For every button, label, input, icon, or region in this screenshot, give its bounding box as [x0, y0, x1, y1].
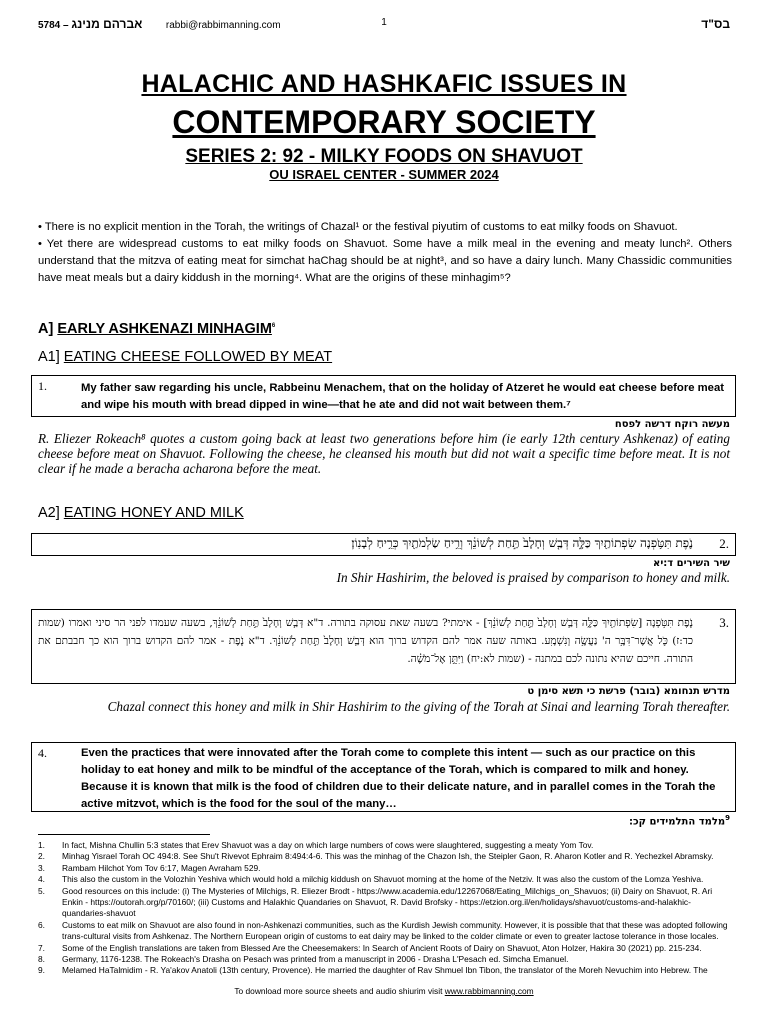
footnote-item [38, 920, 732, 943]
section-a-heading [38, 321, 275, 337]
commentary-3: Chazal connect this honey and milk in Shir Hashirim to the giving of the Torah at Sinai and learning Torah thereafter. [107, 699, 730, 714]
source-box-2 [31, 533, 736, 556]
source-number: 2. [719, 536, 729, 551]
source-number: 4. [38, 746, 47, 760]
source-citation: מעשה רוקח דרשה לפסח [614, 419, 730, 430]
footnote-text: Melamed HaTalmidim - R. Ya'akov Anatoli (13th century, Provence). He married the daughter of Rav Shmuel Ibn Tibon, the translator of the Moreh Nevuchim into Hebrew. The [62, 965, 708, 976]
footnote-text: In fact, Mishna Chullin 5:3 states that Erev Shavuot was a day on which large numbers of cows were slaughtered, suggesting a meaty Yom Tov. [62, 840, 594, 850]
title-line-1: HALACHIC AND HASHKAFIC ISSUES IN [141, 70, 627, 98]
citation-text: מלמד התלמידים קכ: [629, 816, 726, 828]
website-link[interactable]: www.rabbimanning.com [444, 986, 534, 996]
footer-note [0, 986, 768, 996]
source-citation: מדרש תנחומא (בובר) פרשת כי תשא סימן ט [527, 686, 730, 697]
footnote-text: This also the custom in the Volozhin Yeshiva which would hold a milchig kiddush on Shavuot morning at the home of the Netziv. It was also the custom of the Lomza Yeshiva. [62, 874, 704, 885]
header-email[interactable]: rabbi@rabbimanning.com [165, 20, 281, 31]
footnote-item [38, 863, 732, 874]
footnote-item [38, 840, 732, 851]
source-citation [629, 814, 730, 827]
header-year: 5784 – [38, 20, 69, 31]
footnote-number: 6. [38, 919, 45, 930]
page-header [38, 17, 730, 31]
footnote-text: Germany, 1176-1238. The Rokeach's Drasha on Pesach was printed from a manuscript in 2006 - Drasha L'Pesach ed. Simcha Emanuel. [62, 954, 569, 965]
section-a-footnote-ref: 6 [271, 323, 276, 330]
footnote-number: 3. [38, 862, 45, 873]
header-author-hebrew: אברהם מנינג [71, 17, 143, 31]
footnote-divider [38, 834, 210, 835]
commentary-1: R. Eliezer Rokeach⁸ quotes a custom going back at least two generations before him (ie early 12th century Ashkenaz) of eating cheese before meat on Shavuot. Following the cheese, he cleansed his mouth but did not wait a specific time before meat. It is not clear if he made a beracha acharona before the meat. [38, 431, 730, 476]
footnote-number: 5. [38, 885, 45, 896]
series-title: SERIES 2: 92 - MILKY FOODS ON SHAVUOT [185, 146, 583, 167]
commentary-2: In Shir Hashirim, the beloved is praised by comparison to honey and milk. [336, 570, 730, 585]
section-a2-heading [38, 505, 244, 521]
intro-bullets [38, 219, 732, 287]
footnote-text: Customs to eat milk on Shavuot are also found in non-Ashkenazi communities, such as the Kurdish Jewish community. However, it is possible that that these was adopted following trans-cultural visits from Ashkenaz. The Northern European origin of customs to eat dairy may be linked to the colder climate or even to greater lactose tolerance in those locales. [62, 919, 728, 942]
footnote-number: 9. [38, 965, 45, 976]
source-text: Even the practices that were innovated after the Torah come to complete this intent — such as our practice on this holiday to eat honey and milk to be mindful of the acceptance of the Torah, which is compared to milk and honey. Because it is known that milk is the food of children due to their delicate nature, and in parallel comes in the Torah the active mitzvot, which is the food for the soul of the many… [81, 747, 716, 810]
footnote-text: Some of the English translations are taken from Blessed Are the Cheesemakers: In Search of Ancient Roots of Dairy on Shavuot, Aton Holzer, Hakira 30 (2021) pp. 215-234. [62, 942, 702, 953]
source-box-1 [31, 375, 736, 417]
section-a-title: EARLY ASHKENAZI MINHAGIM [57, 321, 272, 337]
section-a-prefix: A] [38, 321, 58, 337]
footnote-number: 2. [38, 851, 45, 862]
footnote-item [38, 874, 732, 885]
footnote-item [38, 886, 732, 920]
title-line-2: CONTEMPORARY SOCIETY [172, 104, 596, 140]
citation-footnote-ref: 9 [725, 814, 730, 822]
section-a1-heading [38, 349, 332, 365]
source-box-3 [31, 609, 736, 684]
footnote-item [38, 965, 732, 976]
source-text-hebrew: נֹ֛פֶת תִּטֹּ֥פְנָה [שִׂפְתוֹתַ֖יִךְ כַּלָּ֑ה דְּבַ֤שׁ וְחָלָב֙ תַּ֣חַת לְשׁוֹנֵ֔ךְ] - אימתי? בשעה שאת עסוקה בתורה. ד"א דְּבַ֤שׁ וְחָלָב֙ תַּ֣חַת לְשׁוֹנֵ֔ךְ, בשעה שעמדו לפני הר סיני ואמרו (שמות כד:ז) כֹּ֛ל אֲשֶׁר־דִּבֶּ֥ר ה' נַעֲשֶׂ֥ה וְנִשְׁמָֽע. באותה שעה אמר להם הקדוש ברוך הוא דְּבַ֤שׁ וְחָלָב֙ תַּ֣חַת לְשׁוֹנֵ֔ךְ. ד"א נֹ֛פֶת - אמר להם הקדוש ברוך הוא כך חבבתם את התורה. חייכם שהיא נתונה לכם במתנה - (שמות לא:יח) וַיִּתֵּ֣ן אֶל־מֹשֶׁ֗ה. [38, 617, 693, 665]
section-a1-title: EATING CHEESE FOLLOWED BY MEAT [63, 349, 333, 365]
footnote-text: Minhag Yisrael Torah OC 494:8. See Shu't Rivevot Ephraim 8:494:4-6. This was the minhag of the Chazon Ish, the Steipler Gaon, R. Aharon Kotler and R. Yechezkel Abramsky. [62, 851, 714, 862]
source-citation: שיר השירים ד:יא [653, 558, 730, 569]
source-number: 3. [719, 615, 729, 630]
section-a2-prefix: A2] [38, 505, 64, 521]
header-page-number: 1 [381, 17, 387, 28]
section-a2-title: EATING HONEY AND MILK [63, 505, 244, 521]
section-a1-prefix: A1] [38, 349, 64, 365]
footnote-number: 7. [38, 942, 45, 953]
footer-note-text: To download more source sheets and audio shiurim visit [234, 986, 445, 996]
source-box-4 [31, 742, 736, 812]
intro-bullet-1: • There is no explicit mention in the Torah, the writings of Chazal¹ or the festival piyutim of customs to eat milky foods on Shavuot. [38, 221, 678, 233]
footnote-text: Good resources on this include: (i) The Mysteries of Milchigs, R. Eliezer Brodt - https://www.academia.edu/12267068/Eating_Milchigs_on_Shavuos; (ii) Dairy on Shavuot, R. Ari Enkin - https://outorah.org/p/70160/; (iii) Customs and Halakhic Quandaries on Shavuot, R. David Brofsky - https://etzion.org.il/en/holidays/shavuot/customs-and-halakhic-quandaries-shavuot [62, 885, 713, 919]
footnote-number: 1. [38, 840, 45, 850]
source-text-hebrew: נֹ֛פֶת תִּטֹּ֥פְנָה שִׂפְתוֹתַ֖יִךְ כַּלָּ֑ה דְּבַ֤שׁ וְחָלָב֙ תַּ֣חַת לְשׁוֹנֵ֔ךְ וְרֵ֥יחַ שַׂלְמֹתַ֖יִךְ כְּרֵ֥יחַ לְבָנֽוֹן׃ [351, 536, 693, 550]
header-besiyata-dishmaya: בס"ד [701, 17, 730, 31]
footnote-text: Rambam Hilchot Yom Tov 6:17, Magen Avraham 529. [62, 862, 261, 873]
footnote-number: 4. [38, 874, 45, 885]
footnote-number: 8. [38, 954, 45, 965]
footnote-item [38, 851, 732, 862]
series-subtitle: OU ISRAEL CENTER - SUMMER 2024 [269, 167, 499, 182]
source-text: My father saw regarding his uncle, Rabbeinu Menachem, that on the holiday of Atzeret he would eat cheese before meat and wipe his mouth with bread dipped in wine—that he ate and did not wait between them.⁷ [81, 382, 725, 411]
footnote-item [38, 943, 732, 954]
source-number: 1. [38, 379, 47, 393]
footnotes [38, 840, 732, 977]
intro-bullet-2: • Yet there are widespread customs to eat milky foods on Shavuot. Some have a milk meal in the evening and meaty lunch². Others understand that the mitzva of eating meat for simchat haChag should be at night³, and so have a dairy lunch. Many Chassidic communities have meat meals but a dairy kiddush in the morning⁴. What are the origins of these minhagim⁵? [38, 238, 732, 284]
footnote-item [38, 954, 732, 965]
